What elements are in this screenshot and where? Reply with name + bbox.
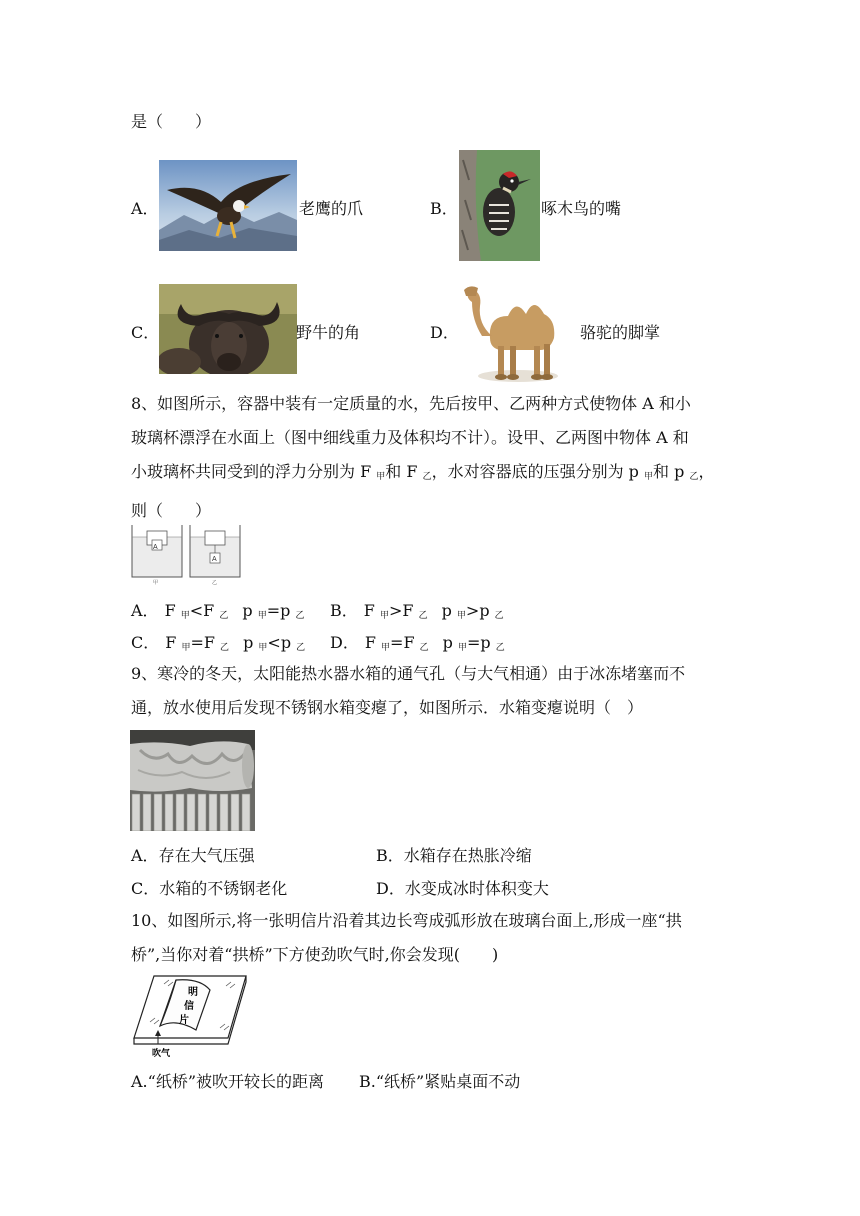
q10-line-2: 桥”,当你对着“拱桥”下方使劲吹气时,你会发现( )	[131, 945, 499, 964]
q7-option-d-text: 骆驼的脚掌	[580, 323, 661, 342]
q8-line-2: 玻璃杯漂浮在水面上（图中细线重力及体积均不计）。设甲、乙两图中物体 A 和	[131, 428, 689, 447]
q9-option-c: C．水箱的不锈钢老化	[131, 879, 288, 898]
q9-line-1: 9、寒冷的冬天，太阳能热水器水箱的通气孔（与大气相通）由于冰冻堵塞而不	[131, 664, 686, 683]
q7-option-a-letter: A．	[131, 199, 159, 218]
buffalo-image	[159, 284, 297, 374]
q10-line-1: 10、如图所示,将一张明信片沿着其边长弯成弧形放在玻璃台面上,形成一座“拱	[131, 911, 682, 930]
q10-option-a: A.“纸桥”被吹开较长的距离	[131, 1072, 325, 1091]
q9-option-d: D．水变成冰时体积变大	[376, 879, 549, 898]
q7-option-a-text: 老鹰的爪	[299, 199, 364, 218]
blow-label: 吹气	[152, 1049, 171, 1058]
q7-option-d-letter: D．	[430, 323, 459, 342]
q9-stem	[131, 657, 731, 725]
postcard-char-2: 信	[184, 1001, 194, 1012]
q9-line-2: 通，放水使用后发现不锈钢水箱变瘪了，如图所示．水箱变瘪说明（ ）	[131, 698, 644, 717]
q8-option-a: A． F $_甲$<F $_乙$ p $_甲$=p $_乙$	[131, 601, 305, 621]
woodpecker-image	[459, 150, 540, 261]
water-tank-image	[130, 730, 255, 831]
postcard-char-1: 明	[188, 987, 198, 998]
q8-line-1: 8、如图所示，容器中装有一定质量的水，先后按甲、乙两种方式使物体 A 和小	[131, 394, 691, 413]
q8-option-b: B． F $_甲$>F $_乙$ p $_甲$>p $_乙$	[330, 601, 504, 621]
postcard-bridge-figure	[130, 972, 248, 1058]
q8-figure-caption-yi: 乙	[212, 580, 218, 585]
q8-option-d: D． F $_甲$=F $_乙$ p $_甲$=p $_乙$	[330, 633, 505, 653]
q7-option-b-text: 啄木鸟的嘴	[541, 199, 622, 218]
q8-stem	[131, 387, 731, 528]
q7-option-b-letter: B．	[430, 199, 458, 218]
postcard-char-3: 片	[179, 1015, 189, 1026]
q7-option-c-text: 野牛的角	[296, 323, 361, 342]
q8-line-3: 小玻璃杯共同受到的浮力分别为 F $_甲$和 F $_乙$，水对容器底的压强分别为 p $_甲$和 p $_乙$，	[131, 462, 715, 482]
q9-option-b: B．水箱存在热胀冷缩	[376, 846, 532, 865]
q7-stem-tail: 是（ ）	[131, 112, 212, 131]
q10-option-b: B.“纸桥”紧贴桌面不动	[359, 1072, 521, 1091]
q8-line-4: 则（ ）	[131, 501, 212, 520]
q8-option-c: C． F $_甲$=F $_乙$ p $_甲$<p $_乙$	[131, 633, 306, 653]
eagle-image	[159, 160, 297, 251]
q8-figure-caption-jia: 甲	[153, 580, 159, 585]
q8-figure-label-a-yi: A	[212, 556, 217, 563]
q7-option-c-letter: C．	[131, 323, 160, 342]
q9-option-a: A．存在大气压强	[131, 846, 255, 865]
q8-figure-label-a: A	[153, 544, 158, 551]
q8-container-figure	[130, 523, 246, 585]
q10-stem	[131, 904, 731, 972]
camel-image	[460, 276, 578, 384]
